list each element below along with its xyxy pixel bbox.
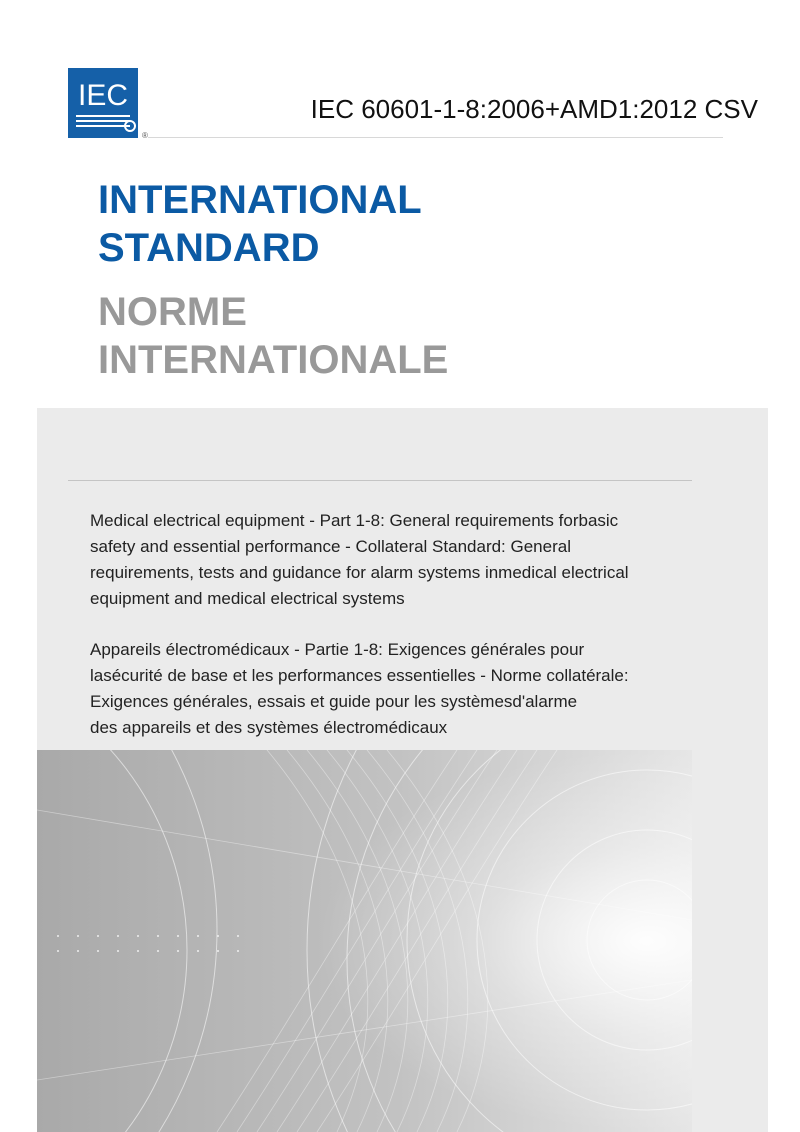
- title-french-line: INTERNATIONALE: [98, 338, 449, 382]
- description-line: safety and essential performance - Collateral Standard: General: [90, 537, 571, 556]
- title-english: [98, 176, 422, 272]
- registered-mark: ®: [142, 131, 148, 140]
- title-french: [98, 288, 448, 384]
- cover-graphic: [37, 750, 692, 1132]
- description-line: Appareils électromédicaux - Partie 1-8: Exigences générales pour: [90, 640, 585, 659]
- description-line: des appareils et des systèmes électromédicaux: [90, 718, 448, 737]
- description-line: equipment and medical electrical systems: [90, 589, 405, 608]
- description-line: lasécurité de base et les performances essentielles - Norme collatérale:: [90, 666, 629, 685]
- description-english: [90, 508, 660, 612]
- description-line: Exigences générales, essais et guide pour les systèmesd'alarme: [90, 692, 578, 711]
- title-french-line: NORME: [98, 290, 247, 334]
- iec-logo: [68, 68, 148, 140]
- title-english-line: STANDARD: [98, 226, 320, 270]
- description-line: Medical electrical equipment - Part 1-8: General requirements forbasic: [90, 511, 619, 530]
- description-line: requirements, tests and guidance for alarm systems inmedical electrical: [90, 563, 629, 582]
- title-english-line: INTERNATIONAL: [98, 178, 422, 222]
- document-code: IEC 60601-1-8:2006+AMD1:2012 CSV: [310, 94, 758, 124]
- description-french: [90, 637, 660, 741]
- panel-divider: [68, 480, 692, 481]
- logo-text: IEC: [77, 79, 129, 112]
- header-divider: [148, 137, 723, 138]
